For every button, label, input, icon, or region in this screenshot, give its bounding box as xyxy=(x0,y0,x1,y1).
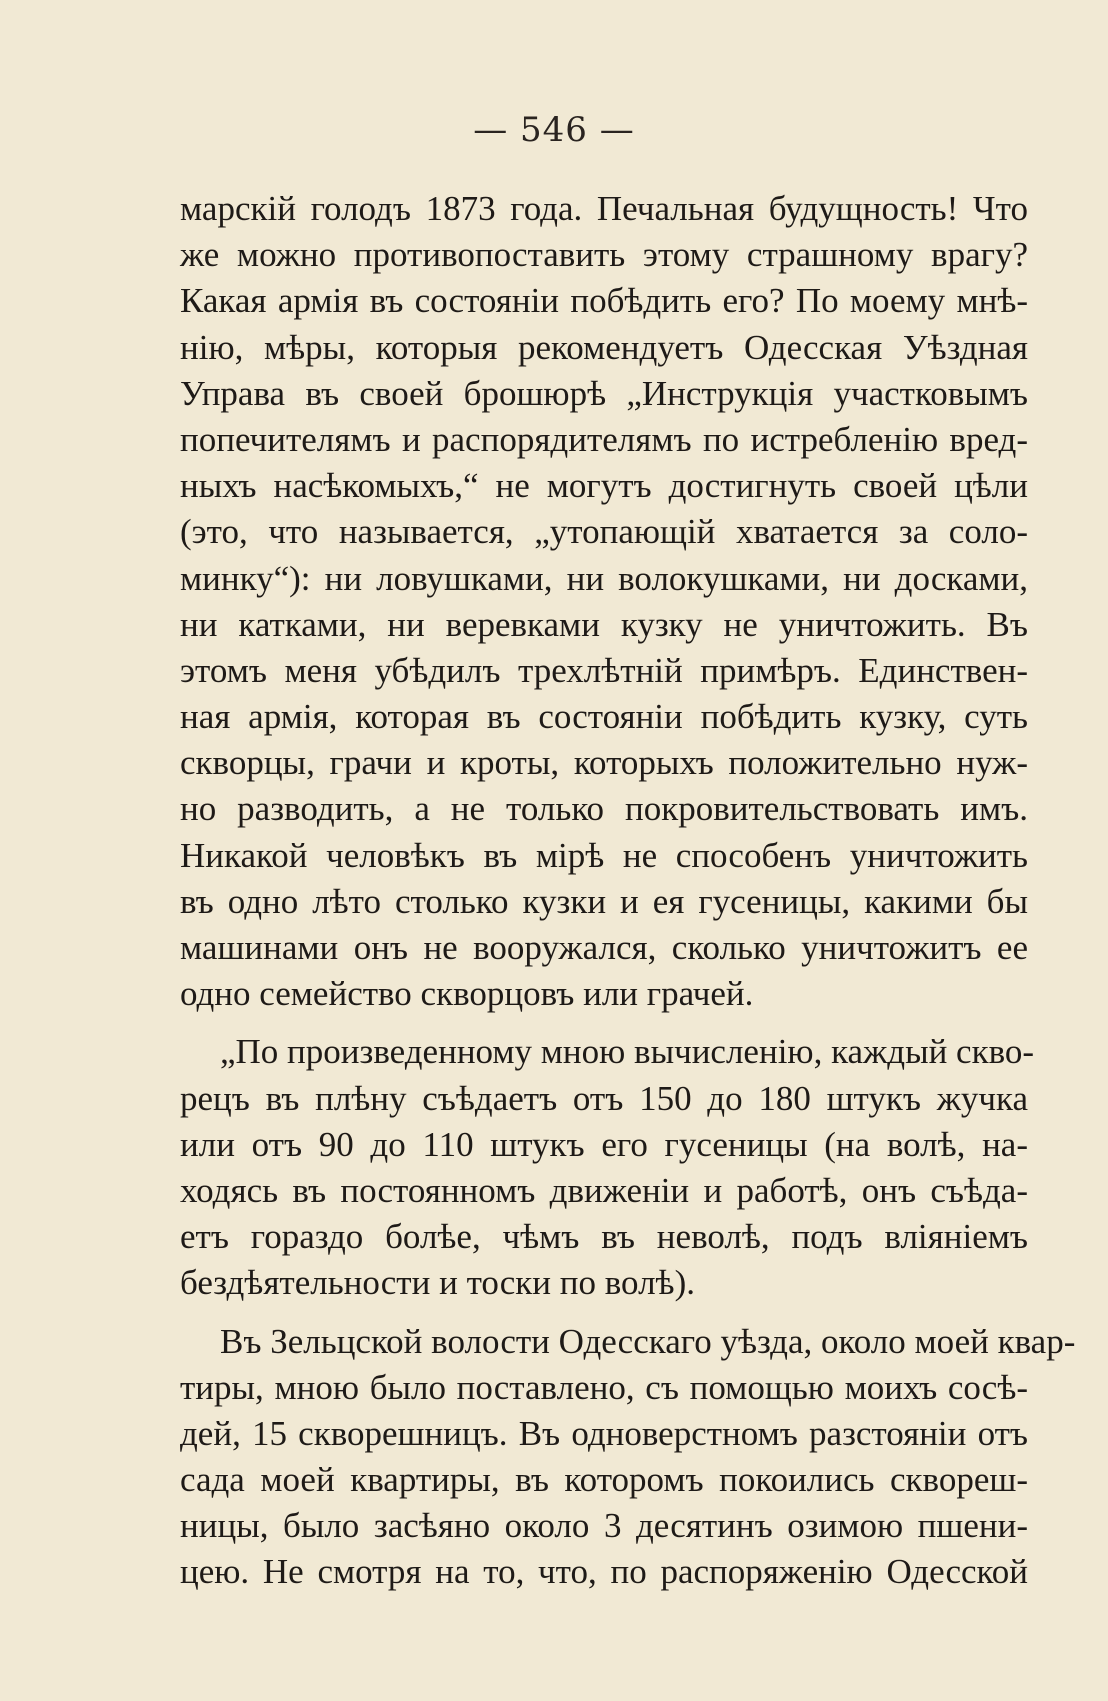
text-line: сада моей квартиры, въ которомъ покоились скворeш- xyxy=(180,1460,1028,1500)
text-line: же можно противопоставить этому страшному врагу? xyxy=(180,235,1028,275)
text-line: скворцы, грачи и кроты, которыхъ положительно нуж- xyxy=(180,743,1028,783)
text-line: въ одно лѣто столько кузки и ея гусеницы, какими бы xyxy=(180,881,1028,921)
text-line: ныхъ насѣкомыхъ,“ не могутъ достигнуть своей цѣли xyxy=(180,466,1028,506)
text-line: (это, что называется, „утопающій хватается за соло- xyxy=(180,512,1028,552)
text-line: дей, 15 скворешницъ. Въ одноверстномъ разстояніи отъ xyxy=(180,1413,1028,1453)
text-line: одно семейство скворцовъ или грачей. xyxy=(180,974,754,1014)
paragraph-gap xyxy=(180,1017,1028,1029)
paragraph-2 xyxy=(180,1029,1035,1306)
paragraph-gap xyxy=(180,1307,1028,1319)
text-line: ная армія, которая въ состояніи побѣдить кузку, суть xyxy=(180,697,1028,737)
text-line: тиры, мною было поставлено, съ помощью моихъ сосѣ- xyxy=(180,1367,1028,1407)
text-line: Управа въ своей брошюрѣ „Инструкція участковымъ xyxy=(180,373,1028,413)
text-line: или отъ 90 до 110 штукъ его гусеницы (на волѣ, на- xyxy=(180,1124,1028,1164)
text-line: рецъ въ плѣну съѣдаетъ отъ 150 до 180 штукъ жучка xyxy=(180,1078,1028,1118)
text-line: минку“): ни ловушками, ни волокушками, ни досками, xyxy=(180,558,1028,598)
text-line: этомъ меня убѣдилъ трехлѣтній примѣръ. Единствен- xyxy=(180,650,1028,690)
text-line: цею. Не смотря на то, что, по распоряженію Одесской xyxy=(180,1552,1028,1592)
text-line: етъ гораздо болѣе, чѣмъ въ неволѣ, подъ вліяніемъ xyxy=(180,1217,1028,1257)
text-line: бездѣятельности и тоски по волѣ). xyxy=(180,1263,695,1303)
text-line: ницы, было засѣяно около 3 десятинъ озимою пшени- xyxy=(180,1506,1028,1546)
text-line: попечителямъ и распорядителямъ по истребленію вред- xyxy=(180,419,1028,459)
page-number: — 546 — xyxy=(473,110,635,150)
text-line: Въ Зельцской волости Одесскаго уѣзда, около моей квар- xyxy=(220,1321,1076,1361)
text-line: „По произведенному мною вычисленію, каждый скво- xyxy=(220,1032,1035,1072)
body-text xyxy=(180,186,1076,1596)
text-line: машинами онъ не вооружался, сколько уничтожитъ ее xyxy=(180,928,1028,967)
text-line: марскій голодъ 1873 года. Печальная будущность! Что xyxy=(180,189,1028,228)
text-line: нію, мѣры, которыя рекомендуетъ Одесская Уѣздная xyxy=(180,327,1028,367)
paragraph-1 xyxy=(180,186,1028,1017)
text-line: Какая армія въ состояніи побѣдить его? По моему мнѣ- xyxy=(180,281,1028,321)
paragraph-3 xyxy=(180,1319,1076,1596)
text-line: ни катками, ни веревками кузку не уничтожить. Въ xyxy=(180,604,1028,644)
text-line: Никакой человѣкъ въ мірѣ не способенъ уничтожить xyxy=(180,835,1028,875)
text-line: но разводить, а не только покровительствовать имъ. xyxy=(180,789,1028,829)
text-line: ходясь въ постоянномъ движеніи и работѣ, онъ съѣда- xyxy=(180,1170,1028,1210)
